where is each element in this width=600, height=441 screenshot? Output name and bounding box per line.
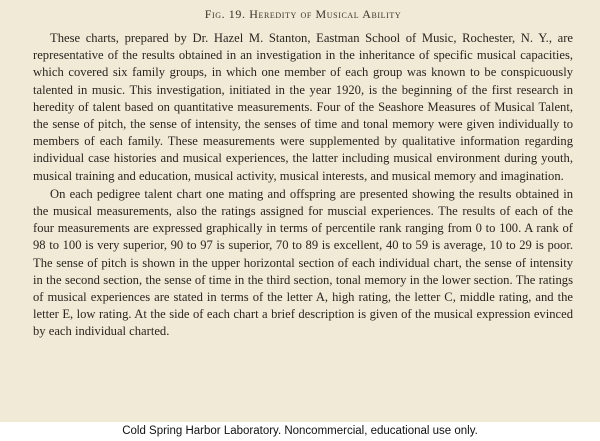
paragraph-intro: These charts, prepared by Dr. Hazel M. Stanton, Eastman School of Music, Rochester, N. Y., are representative of the results obtained in an investigation in the inheritance of specific musical capacities, which covered six family groups, in which one member of each group was known to be conspicuously talented in music. This investigation, initiated in the year 1920, is the beginning of the first research in heredity of talent based on quantitative measurements. Four of the Seashore Measures of Musical Talent, the sense of pitch, the sense of intensity, the senses of time and tonal memory were given individually to members of each family. These measurements were supplemented by qualitative information regarding individual case histories and musical experiences, the latter including musical environment during youth, musical training and education, musical activity, musical interests, and musical memory and imagination. — [33, 31, 573, 183]
paragraph-chart-explanation: On each pedigree talent chart one mating and offspring are presented showing the results obtained in the musical measurements, also the ratings assigned for muscial experiences. The results of each of the four measurements are expressed graphically in terms of percentile rank ranging from 0 to 100. A rank of 98 to 100 is very superior, 90 to 97 is superior, 70 to 89 is excellent, 40 to 59 is average, 10 to 29 is poor. The sense of pitch is shown in the upper horizontal section of each individual chart, the sense of intensity in the second section, the sense of time in the third section, tonal memory in the lower section. The ratings of musical experiences are stated in terms of the letter A, high rating, the letter C, middle rating, and the letter E, low rating. At the side of each chart a brief description is given of the musical expression evinced by each individual charted. — [33, 186, 573, 339]
figure-title: Fig. 19. Heredity of Musical Ability — [204, 7, 402, 21]
credit-footer: Cold Spring Harbor Laboratory. Noncommercial, educational use only. — [0, 422, 600, 441]
